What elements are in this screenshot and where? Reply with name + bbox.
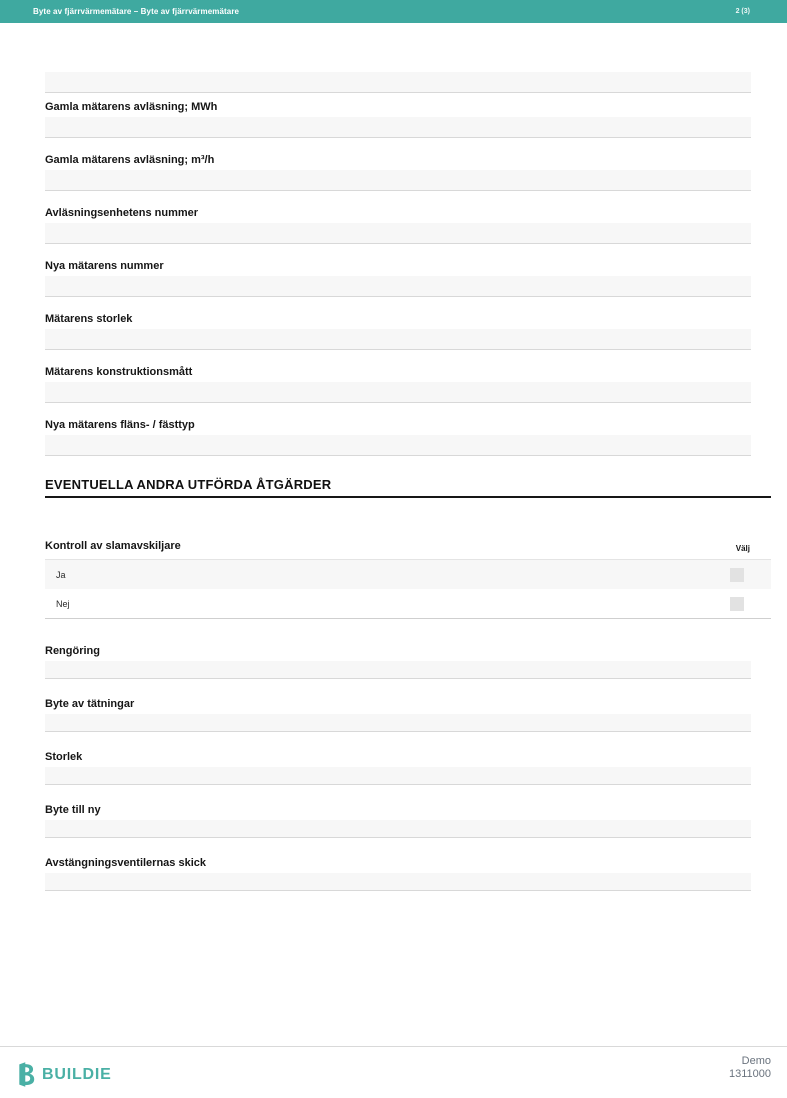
continuation-input[interactable] — [45, 72, 751, 93]
checkbox-ja[interactable] — [730, 568, 744, 582]
field-storlek — [45, 751, 771, 785]
choice-table — [45, 559, 771, 619]
document-footer — [0, 1046, 787, 1087]
field-label: Avstängningsventilernas skick — [45, 857, 206, 869]
buildie-logo — [17, 1062, 112, 1087]
field-byte-av-tatningar — [45, 698, 771, 732]
choice-group-header — [45, 540, 771, 553]
field-nya-matarens-nummer — [45, 260, 771, 297]
input-gamla-matarens-avlasning-mwh[interactable] — [45, 117, 751, 138]
field-gamla-matarens-avlasning-m3h — [45, 154, 771, 191]
page-indicator: 2 (3) — [735, 8, 750, 15]
choice-row-nej — [45, 589, 771, 618]
field-label: Mätarens konstruktionsmått — [45, 366, 193, 378]
field-label: Rengöring — [45, 645, 100, 657]
field-label: Avläsningsenhetens nummer — [45, 207, 199, 219]
input-storlek[interactable] — [45, 767, 751, 785]
checkbox-nej[interactable] — [730, 597, 744, 611]
input-gamla-matarens-avlasning-m3h[interactable] — [45, 170, 751, 191]
field-nya-matarens-flans-fasttyp — [45, 419, 771, 456]
input-avlasningsenhetens-nummer[interactable] — [45, 223, 751, 244]
input-nya-matarens-nummer[interactable] — [45, 276, 751, 297]
field-label: Byte av tätningar — [45, 698, 135, 710]
field-label: Byte till ny — [45, 804, 101, 816]
field-gamla-matarens-avlasning-mwh — [45, 101, 771, 138]
field-avstangningsventilernas-skick — [45, 857, 771, 891]
field-label: Nya mätarens fläns- / fästtyp — [45, 419, 195, 431]
input-matarens-konstruktionsmatt[interactable] — [45, 382, 751, 403]
choice-option-label: Nej — [56, 598, 70, 609]
choice-group-label: Kontroll av slamavskiljare — [45, 540, 181, 552]
field-label: Gamla mätarens avläsning; m³/h — [45, 154, 215, 166]
buildie-logo-text: BUILDIE — [42, 1065, 112, 1083]
footer-meta — [729, 1055, 771, 1081]
field-label: Storlek — [45, 751, 83, 763]
input-byte-av-tatningar[interactable] — [45, 714, 751, 732]
field-label: Nya mätarens nummer — [45, 260, 164, 272]
field-matarens-konstruktionsmatt — [45, 366, 771, 403]
input-byte-till-ny[interactable] — [45, 820, 751, 838]
input-matarens-storlek[interactable] — [45, 329, 751, 350]
field-label: Gamla mätarens avläsning; MWh — [45, 101, 218, 113]
choice-row-ja — [45, 560, 771, 589]
field-byte-till-ny — [45, 804, 771, 838]
document-title: Byte av fjärrvärmemätare – Byte av fjärrvärmemätare — [33, 7, 240, 16]
choice-column-header: Välj — [735, 544, 750, 553]
field-label: Mätarens storlek — [45, 313, 133, 325]
document-header — [0, 0, 787, 23]
section-heading: EVENTUELLA ANDRA UTFÖRDA ÅTGÄRDER — [45, 477, 771, 498]
field-rengoring — [45, 645, 771, 679]
project-number: 1311000 — [728, 1068, 771, 1080]
choice-option-label: Ja — [56, 569, 66, 580]
buildie-logo-icon — [17, 1062, 37, 1087]
input-nya-matarens-flans-fasttyp[interactable] — [45, 435, 751, 456]
project-name: Demo — [741, 1055, 771, 1067]
form-content — [45, 72, 771, 891]
input-avstangningsventilernas-skick[interactable] — [45, 873, 751, 891]
input-rengoring[interactable] — [45, 661, 751, 679]
field-avlasningsenhetens-nummer — [45, 207, 771, 244]
field-matarens-storlek — [45, 313, 771, 350]
